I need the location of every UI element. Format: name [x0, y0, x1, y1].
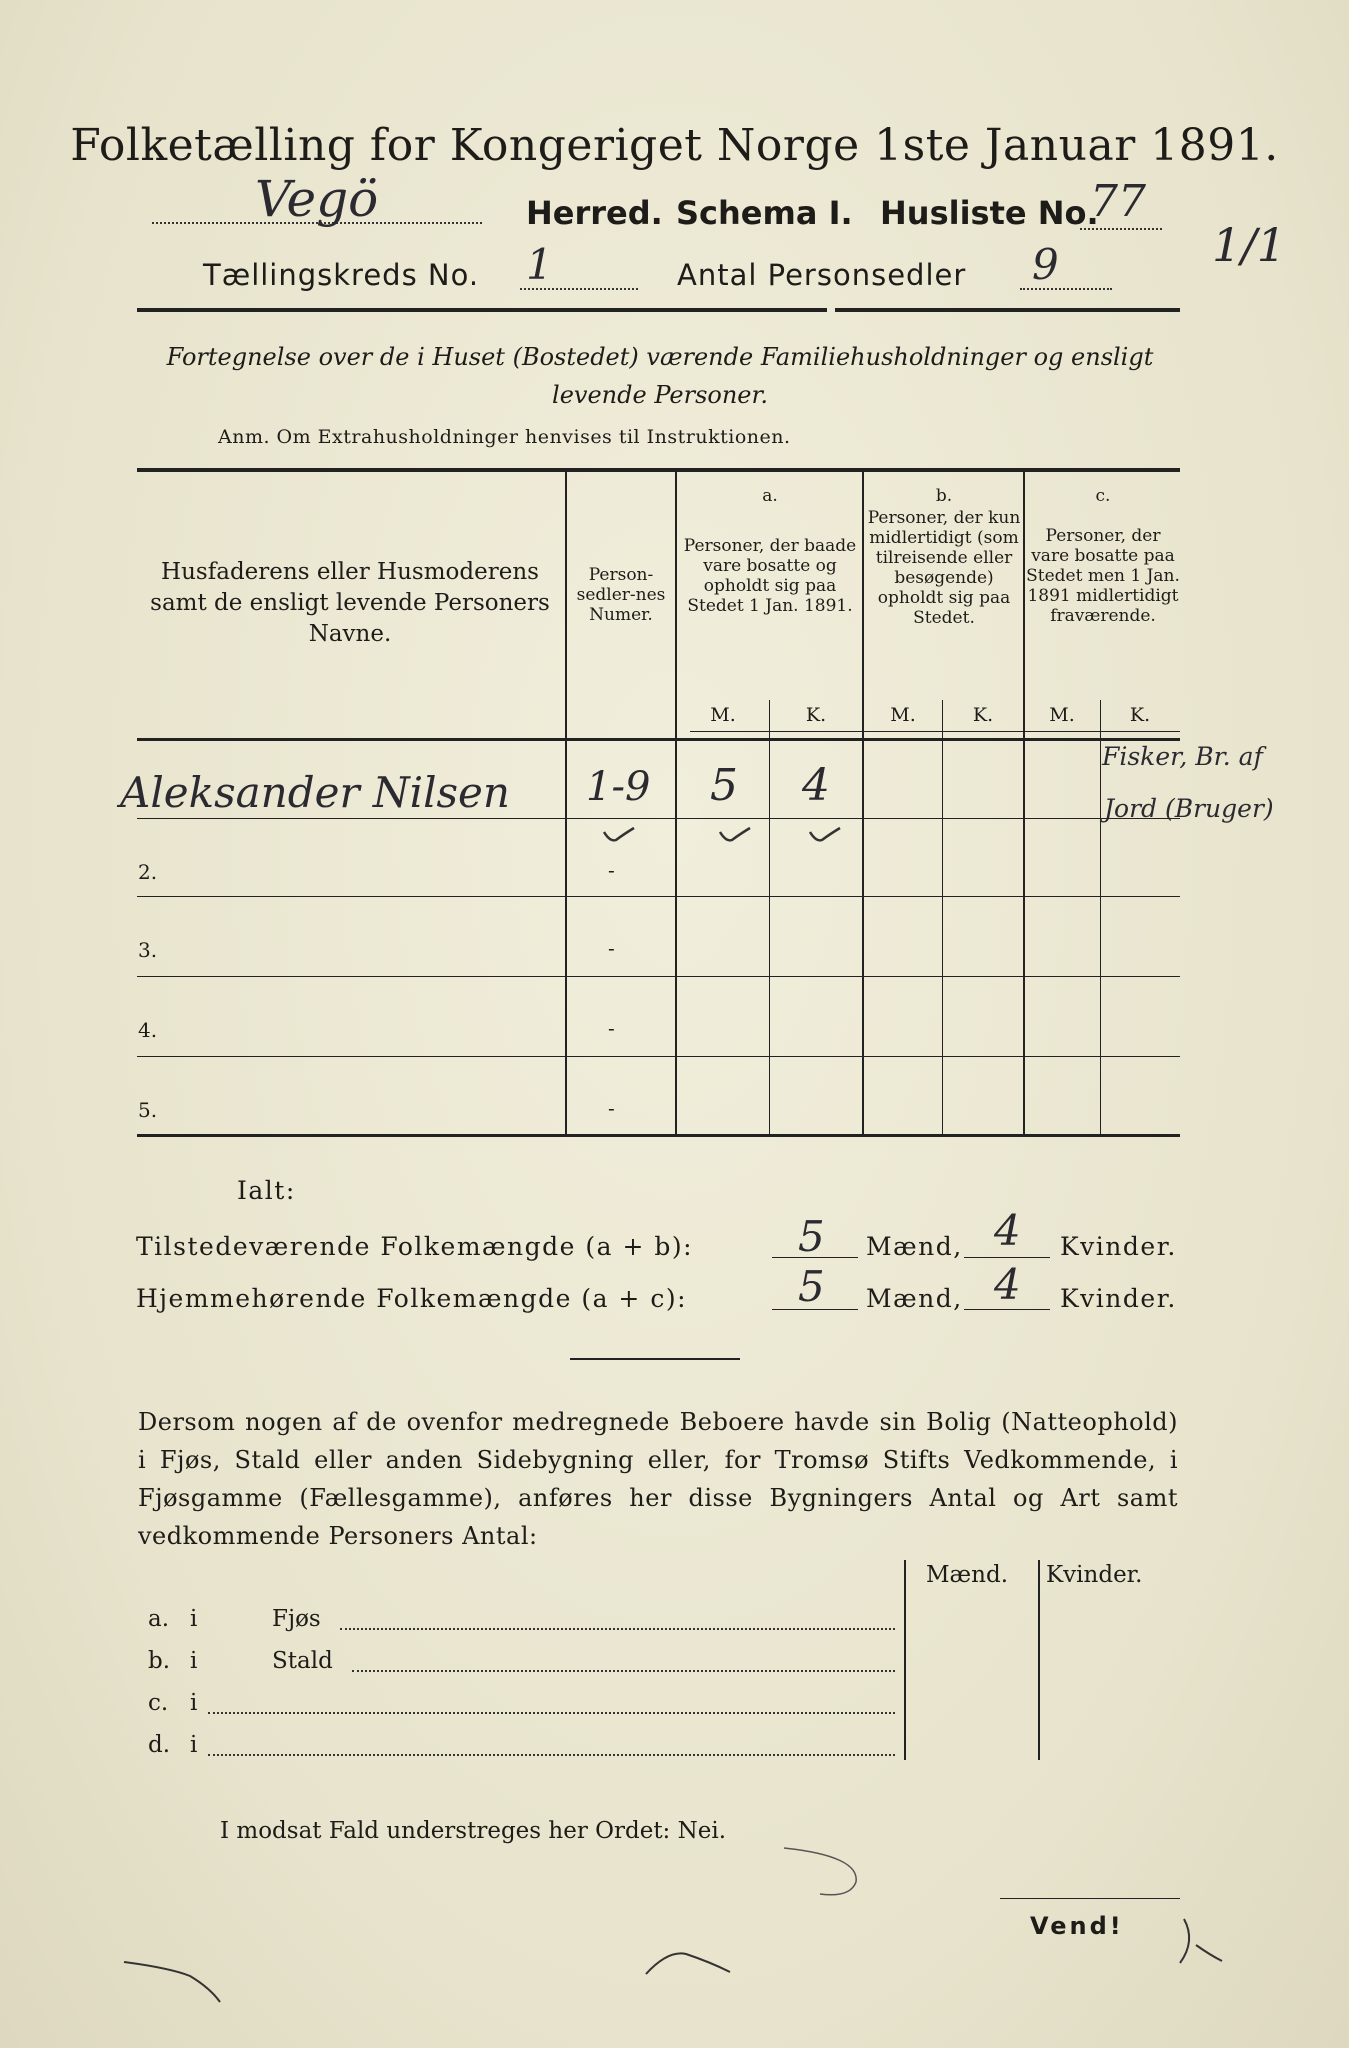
- footer-note: I modsat Fald understreges her Ordet: Nei.: [220, 1818, 727, 1844]
- a-k-label: K.: [805, 704, 827, 726]
- pencil-mark-icon: [780, 1842, 880, 1902]
- hjemme-m-value: 5: [798, 1262, 825, 1311]
- item-b-dotline: [352, 1670, 895, 1672]
- item-a-label: Fjøs: [272, 1606, 321, 1632]
- item-d-dotline: [208, 1754, 895, 1756]
- tilsted-m-value: 5: [798, 1212, 825, 1261]
- row-2-line: [137, 896, 1180, 897]
- col-divider-a-mk: [769, 700, 770, 1136]
- row-1-remark-1: Fisker, Br. af: [1102, 742, 1263, 771]
- personsedler-value: 9: [1032, 240, 1059, 289]
- item-a-i: i: [190, 1606, 198, 1632]
- item-a-dotline: [340, 1628, 895, 1630]
- row-1-a-k: 4: [802, 760, 830, 811]
- col-a-header: Personer, der baade vare bosatte og opholdt sig paa Stedet 1 Jan. 1891.: [683, 536, 857, 616]
- hjemme-maend: Mænd,: [866, 1284, 963, 1313]
- husliste-label: Husliste No.: [880, 194, 1099, 232]
- form-title: Folketælling for Kongeriget Norge 1ste Januar 1891.: [70, 120, 1279, 171]
- c-m-label: M.: [1049, 704, 1075, 726]
- check-icon: [806, 822, 846, 844]
- col-divider-num: [675, 470, 677, 1136]
- herred-label: Herred.: [526, 194, 663, 232]
- col-name-header: Husfaderens eller Husmoderens samt de ensligt levende Personers Navne.: [150, 559, 550, 647]
- tilsted-maend: Mænd,: [866, 1232, 963, 1261]
- item-a-letter: a.: [148, 1606, 170, 1632]
- item-d-i: i: [190, 1732, 198, 1758]
- item-b-label: Stald: [272, 1648, 333, 1674]
- annotation-note: Anm. Om Extrahusholdninger henvises til Instruktionen.: [218, 426, 791, 448]
- b-k-label: K.: [972, 704, 994, 726]
- col-b-header: Personer, der kun midlertidigt (som tilreisende eller besøgende) opholdt sig paa Stedet.: [867, 508, 1021, 628]
- header-rule-left: [137, 308, 827, 312]
- row-3-line: [137, 976, 1180, 977]
- husliste-value: 77: [1090, 176, 1146, 227]
- tilsted-kvinder: Kvinder.: [1060, 1232, 1177, 1261]
- item-c-i: i: [190, 1690, 198, 1716]
- buildings-kvinder-header: Kvinder.: [1046, 1562, 1143, 1588]
- row-4-number: 4.: [138, 1018, 158, 1042]
- section-divider: [570, 1358, 740, 1360]
- row-3-number: 3.: [138, 938, 158, 962]
- item-d-letter: d.: [148, 1732, 171, 1758]
- vend-label: Vend!: [1030, 1912, 1124, 1940]
- personsedler-label: Antal Personsedler: [677, 258, 967, 292]
- buildings-divider-2: [1038, 1560, 1040, 1760]
- check-icon: [716, 822, 756, 844]
- row-2-numer: -: [608, 858, 615, 882]
- schema-label: Schema I.: [676, 194, 853, 232]
- row-2-number: 2.: [138, 860, 158, 884]
- buildings-maend-header: Mænd.: [926, 1562, 1009, 1588]
- item-b-i: i: [190, 1648, 198, 1674]
- col-b-letter: b.: [935, 486, 953, 506]
- row-1-name: Aleksander Nilsen: [120, 768, 510, 817]
- item-c-dotline: [208, 1712, 895, 1714]
- margin-note: 1/1: [1212, 218, 1287, 272]
- a-m-label: M.: [710, 704, 736, 726]
- row-1-a-m: 5: [710, 760, 738, 811]
- form-description: Fortegnelse over de i Huset (Bostedet) værende Familiehusholdninger og ensligt levende Personer.: [166, 343, 1154, 409]
- pencil-mark-icon: [640, 1944, 740, 1984]
- pencil-mark-icon: [120, 1950, 230, 2010]
- header-rule-right: [835, 308, 1180, 312]
- col-divider-name: [565, 470, 567, 1136]
- row-5-numer: -: [608, 1096, 615, 1120]
- row-4-numer: -: [608, 1016, 615, 1040]
- hjemme-k-value: 4: [994, 1260, 1021, 1309]
- hjemme-label: Hjemmehørende Folkemængde (a + c):: [136, 1284, 687, 1313]
- kreds-value: 1: [526, 240, 553, 289]
- row-1-remark-2: Jord (Bruger): [1104, 794, 1274, 823]
- buildings-divider-1: [904, 1560, 906, 1760]
- hjemme-kvinder: Kvinder.: [1060, 1284, 1177, 1313]
- hjemme-k-underline: [964, 1309, 1050, 1310]
- tilsted-k-underline: [964, 1257, 1050, 1258]
- row-5-number: 5.: [138, 1098, 158, 1122]
- row-1-line: [137, 818, 1180, 819]
- kreds-label: Tællingskreds No.: [203, 258, 480, 292]
- c-k-label: K.: [1129, 704, 1151, 726]
- col-divider-b-mk: [942, 700, 943, 1136]
- item-b-letter: b.: [148, 1648, 171, 1674]
- tilsted-k-value: 4: [994, 1206, 1021, 1255]
- col-a-letter: a.: [762, 486, 778, 506]
- mk-header-top-rule: [690, 731, 1180, 732]
- col-divider-c-mk: [1100, 700, 1101, 1136]
- ialt-label: Ialt:: [237, 1176, 296, 1205]
- col-num-header: Person-sedler-nes Numer.: [576, 565, 666, 625]
- pencil-mark-icon: [1170, 1915, 1230, 1975]
- col-c-letter: c.: [1095, 486, 1111, 506]
- col-c-header: Personer, der vare bosatte paa Stedet men 1 Jan. 1891 midlertidigt fraværende.: [1026, 526, 1180, 626]
- row-1-numer: 1-9: [586, 764, 651, 810]
- item-c-letter: c.: [148, 1690, 169, 1716]
- row-3-numer: -: [608, 936, 615, 960]
- tilsted-label: Tilstedeværende Folkemængde (a + b):: [136, 1232, 694, 1261]
- check-icon: [600, 822, 640, 844]
- row-4-line: [137, 1056, 1180, 1057]
- spacer: [137, 731, 567, 732]
- instructions-paragraph: Dersom nogen af de ovenfor medregnede Beboere havde sin Bolig (Natteophold) i Fjøs, Stald eller anden Sidebygning eller, for Tromsø Stifts Vedkommende, i Fjøsgamme (Fællesgamme), anføres her disse Bygningers Antal og Art samt vedkommende Personers Antal:: [138, 1408, 1178, 1550]
- vend-rule: [1000, 1898, 1180, 1899]
- herred-value: Vegö: [255, 170, 379, 228]
- b-m-label: M.: [890, 704, 916, 726]
- husliste-dotline: [1080, 228, 1162, 230]
